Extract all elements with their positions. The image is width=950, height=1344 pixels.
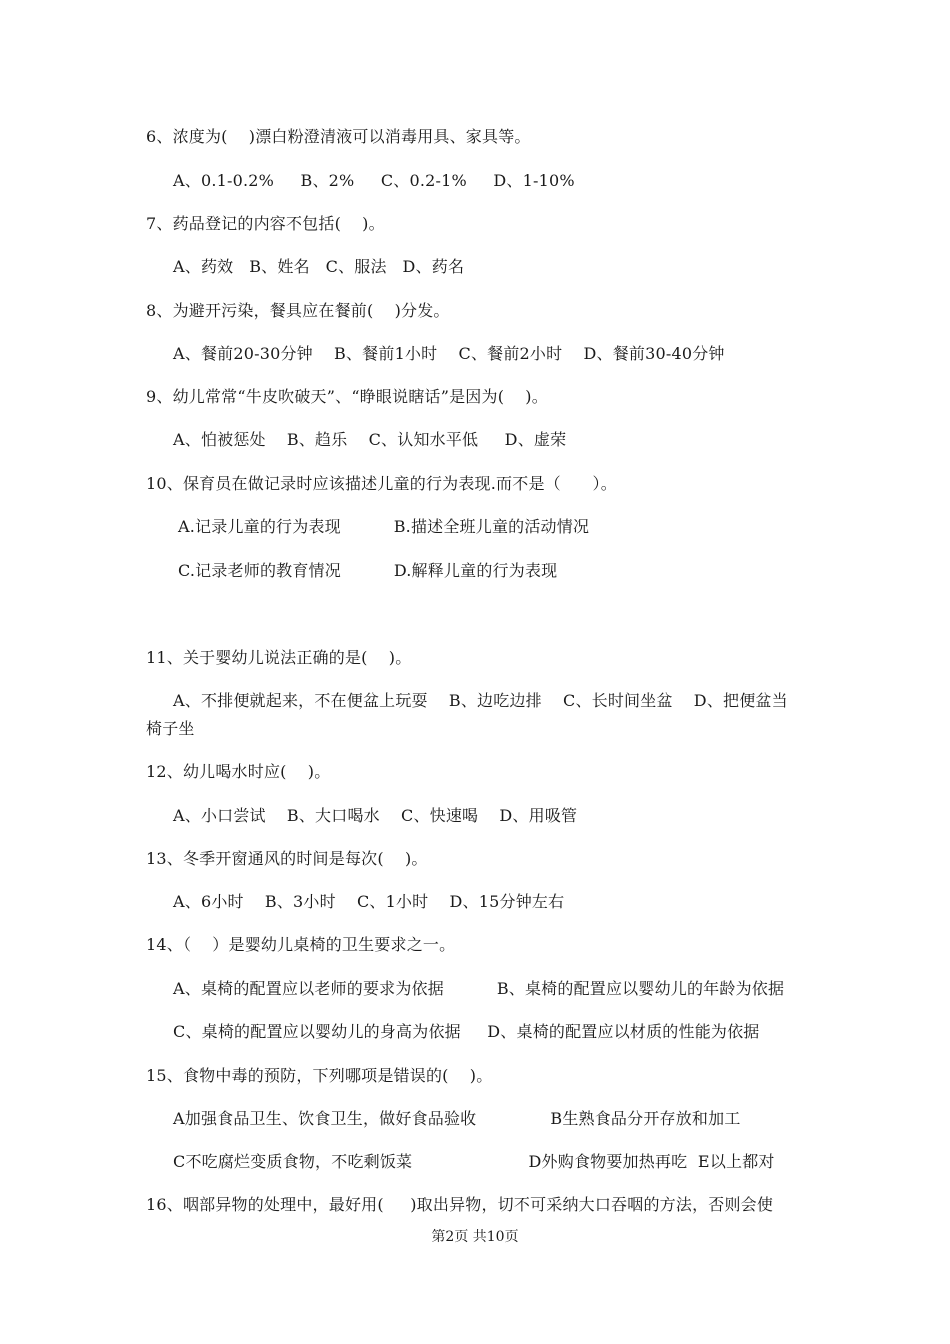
question-12: 12、幼儿喝水时应( )。	[146, 762, 331, 781]
question-14: 14、（ ）是婴幼儿桌椅的卫生要求之一。	[146, 935, 456, 954]
question-16: 16、咽部异物的处理中，最好用( )取出异物，切不可采纳大口吞咽的方法，否则会使	[146, 1195, 774, 1214]
options-10-row2: C.记录老师的教育情况 D.解释儿童的行为表现	[178, 561, 558, 580]
options-14-row1: A、桌椅的配置应以老师的要求为依据 B、桌椅的配置应以婴幼儿的年龄为依据	[173, 979, 785, 998]
options-14-row2: C、桌椅的配置应以婴幼儿的身高为依据 D、桌椅的配置应以材质的性能为依据	[173, 1022, 760, 1041]
options-15-row2: C不吃腐烂变质食物，不吃剩饭菜 D外购食物要加热再吃 E以上都对	[173, 1152, 775, 1171]
question-8: 8、为避开污染，餐具应在餐前( )分发。	[146, 301, 450, 320]
question-15: 15、食物中毒的预防，下列哪项是错误的( )。	[146, 1066, 493, 1085]
options-11-continued: 椅子坐	[146, 719, 195, 738]
question-11: 11、关于婴幼儿说法正确的是( )。	[146, 648, 412, 667]
options-7: A、药效 B、姓名 C、服法 D、药名	[173, 257, 465, 276]
question-10: 10、保育员在做记录时应该描述儿童的行为表现.而不是（ ）。	[146, 474, 617, 493]
options-10-row1: A.记录儿童的行为表现 B.描述全班儿童的活动情况	[178, 517, 590, 536]
question-9: 9、幼儿常常“牛皮吹破天”、“睁眼说瞎话”是因为( )。	[146, 387, 548, 406]
question-7: 7、药品登记的内容不包括( )。	[146, 214, 385, 233]
question-13: 13、冬季开窗通风的时间是每次( )。	[146, 849, 428, 868]
options-6: A、0.1-0.2% B、2% C、0.2-1% D、1-10%	[173, 171, 575, 190]
options-12: A、小口尝试 B、大口喝水 C、快速喝 D、用吸管	[173, 806, 578, 825]
options-9: A、怕被惩处 B、趋乐 C、认知水平低 D、虚荣	[173, 430, 567, 449]
question-6: 6、浓度为( )漂白粉澄清液可以消毒用具、家具等。	[146, 127, 531, 146]
options-11: A、不排便就起来，不在便盆上玩耍 B、边吃边排 C、长时间坐盆 D、把便盆当	[173, 691, 788, 710]
options-13: A、6小时 B、3小时 C、1小时 D、15分钟左右	[173, 892, 565, 911]
options-15-row1: A加强食品卫生、饮食卫生，做好食品验收 B生熟食品分开存放和加工	[173, 1109, 741, 1128]
page-footer: 第2页 共10页	[431, 1229, 519, 1245]
options-8: A、餐前20-30分钟 B、餐前1小时 C、餐前2小时 D、餐前30-40分钟	[173, 344, 725, 363]
